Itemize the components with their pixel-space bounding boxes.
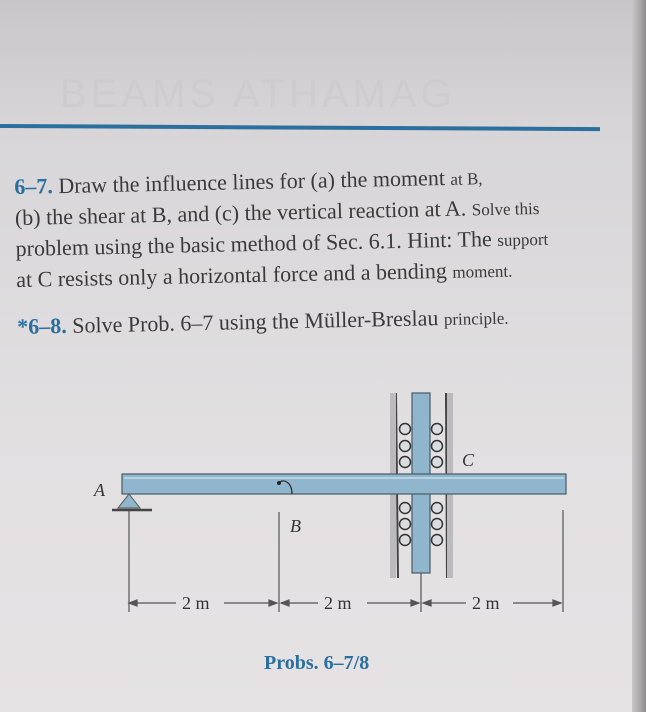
label-b: B — [290, 516, 301, 536]
problem-6-7-tail-3: support — [497, 229, 549, 250]
roller-bottom-right-1 — [432, 503, 443, 514]
roller-top-left-2 — [400, 441, 411, 452]
roller-top-right-3 — [432, 457, 443, 468]
point-b-dot — [277, 481, 281, 485]
problem-6-7-tail-4: moment. — [452, 261, 513, 282]
problem-6-7-text-1: Draw the influence lines for (a) the moment — [58, 164, 446, 199]
problem-6-7-text-3: problem using the basic method of Sec. 6.1. Hint: The — [15, 226, 492, 261]
problem-6-8-star: * — [16, 313, 29, 339]
page-edge — [632, 0, 646, 712]
dimension-label-3: 2 m — [472, 593, 500, 613]
problem-6-8-tail: principle. — [443, 308, 509, 330]
roller-bottom-right-2 — [432, 519, 443, 530]
pin-support-a — [118, 494, 140, 508]
figure-caption: Probs. 6–7/8 — [264, 652, 370, 674]
problem-6-7-tail-2: Solve this — [471, 199, 540, 220]
roller-bottom-left-2 — [400, 519, 411, 530]
dimension-label-1: 2 m — [182, 593, 210, 613]
problem-6-7-text-4: at C resists only a horizontal force and a bending — [15, 257, 448, 292]
label-a: A — [94, 480, 105, 500]
roller-top-right-1 — [432, 424, 443, 435]
roller-top-left-3 — [400, 457, 411, 468]
label-c: C — [462, 450, 475, 470]
problem-6-7-text-2: (b) the shear at B, and (c) the vertical reaction at A. — [14, 195, 467, 230]
roller-bottom-left-3 — [400, 535, 411, 546]
problem-6-8-number: 6–8. — [27, 312, 67, 339]
roller-top-left-1 — [400, 424, 411, 435]
roller-top-right-2 — [432, 441, 443, 452]
problem-6-8-text: Solve Prob. 6–7 using the Müller-Breslau — [71, 305, 439, 338]
faded-section-heading: BEAMS ATHAMAG — [60, 72, 456, 116]
problem-6-7-tail-1: at B, — [450, 169, 483, 189]
roller-bottom-right-3 — [432, 535, 443, 546]
roller-bottom-left-1 — [400, 503, 411, 514]
dimension-label-2: 2 m — [324, 593, 352, 613]
problem-6-7-number: 6–7. — [14, 173, 54, 199]
